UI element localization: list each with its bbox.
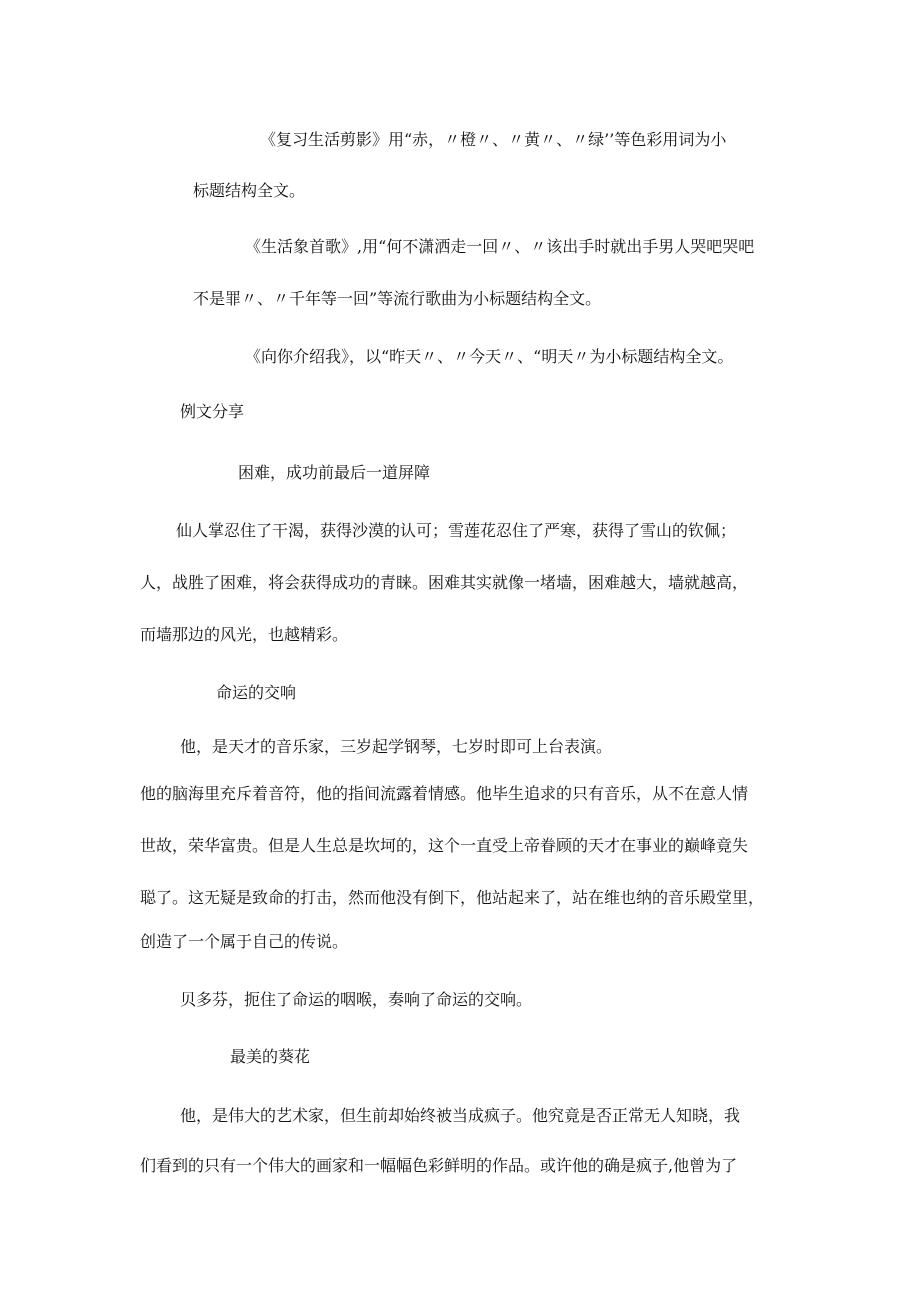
paragraph-1-line-3: 而墙那边的风光，也越精彩。	[140, 625, 349, 644]
section-1-line-6: 贝多芬，扼住了命运的咽喉，奏响了命运的交响。	[180, 990, 533, 1009]
paragraph-1-line-1: 仙人掌忍住了干渴，获得沙漠的认可；雪莲花忍住了严寒，获得了雪山的钦佩；	[176, 521, 737, 540]
example-heading: 例文分享	[180, 402, 245, 421]
section-2-line-2: 们看到的只有一个伟大的画家和一幅幅色彩鲜明的作品。或许他的确是疯子,他曾为了	[140, 1156, 738, 1175]
intro-line-4: 不是罪〃、〃千年等一回”等流行歌曲为小标题结构全文。	[193, 289, 602, 308]
intro-line-3: 《生活象首歌》,用“何不潇洒走一回〃、〃该出手时就出手男人哭吧哭吧	[245, 237, 755, 256]
intro-line-1: 《复习生活剪影》用“赤，〃橙〃、〃黄〃、〃绿’’等色彩用词为小	[260, 130, 727, 149]
section-1-line-3: 世故，荣华富贵。但是人生总是坎坷的，这个一直受上帝眷顾的天才在事业的巅峰竟失	[140, 836, 749, 855]
section-2-title: 最美的葵花	[230, 1047, 311, 1066]
essay-title: 困难，成功前最后一道屏障	[238, 463, 431, 482]
intro-line-5: 《向你介绍我》，以“昨天〃、〃今天〃、“明天〃为小标题结构全文。	[245, 347, 734, 366]
section-1-title: 命运的交响	[216, 683, 297, 702]
section-1-line-4: 聪了。这无疑是致命的打击，然而他没有倒下，他站起来了，站在维也纳的音乐殿堂里，	[140, 888, 765, 907]
section-1-line-5: 创造了一个属于自己的传说。	[140, 932, 349, 951]
paragraph-1-line-2: 人，战胜了困难，将会获得成功的青睐。困难其实就像一堵墙，困难越大，墙就越高，	[140, 573, 749, 592]
section-1-line-2: 他的脑海里充斥着音符，他的指间流露着情感。他毕生追求的只有音乐，从不在意人情	[140, 784, 749, 803]
intro-line-2: 标题结构全文。	[193, 181, 306, 200]
section-1-line-1: 他，是天才的音乐家，三岁起学钢琴，七岁时即可上台表演。	[180, 737, 613, 756]
section-2-line-1: 他，是伟大的艺术家，但生前却始终被当成疯子。他究竟是否正常无人知晓，我	[180, 1106, 741, 1125]
